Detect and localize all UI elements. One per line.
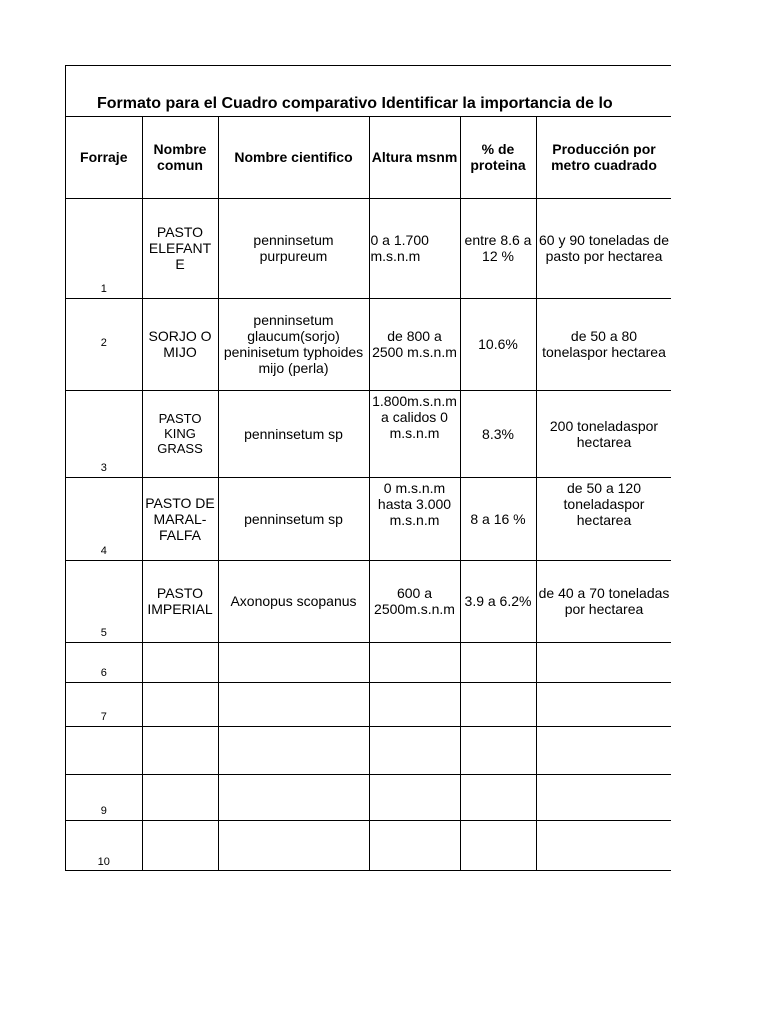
- altura-cell: 0 a 1.700 m.s.n.m: [369, 198, 460, 298]
- altura-cell: [369, 774, 460, 820]
- proteina-cell: [460, 774, 536, 820]
- row-number: 4: [66, 477, 142, 560]
- comparison-table: [66, 117, 671, 871]
- proteina-cell: entre 8.6 a 12 %: [460, 198, 536, 298]
- produccion-cell: [536, 726, 671, 774]
- nombre-comun-cell: [142, 642, 218, 682]
- row-number: 5: [66, 560, 142, 642]
- nombre-comun-cell: PASTO IMPERIAL: [142, 560, 218, 642]
- nombre-cientifico-cell: penninsetum sp: [218, 390, 369, 477]
- proteina-cell: 10.6%: [460, 298, 536, 390]
- row-number: 3: [66, 390, 142, 477]
- table-row: [66, 642, 671, 682]
- proteina-cell: [460, 820, 536, 871]
- produccion-cell: [536, 642, 671, 682]
- proteina-cell: [460, 726, 536, 774]
- header-forraje: Forraje: [66, 117, 142, 198]
- produccion-cell: 60 y 90 toneladas de pasto por hectarea: [536, 198, 671, 298]
- nombre-cientifico-cell: [218, 774, 369, 820]
- nombre-comun-cell: [142, 682, 218, 726]
- table-row: [66, 682, 671, 726]
- produccion-cell: de 40 a 70 toneladas por hectarea: [536, 560, 671, 642]
- produccion-cell: [536, 774, 671, 820]
- proteina-cell: 8.3%: [460, 390, 536, 477]
- nombre-comun-cell: [142, 726, 218, 774]
- produccion-cell: de 50 a 120 toneladaspor hectarea: [536, 477, 671, 560]
- header-row: [66, 117, 671, 198]
- nombre-comun-cell: SORJO O MIJO: [142, 298, 218, 390]
- nombre-cientifico-cell: [218, 642, 369, 682]
- header-nombre-cientifico: Nombre cientifico: [218, 117, 369, 198]
- altura-cell: de 800 a 2500 m.s.n.m: [369, 298, 460, 390]
- altura-cell: [369, 642, 460, 682]
- produccion-cell: [536, 682, 671, 726]
- spreadsheet-page: [65, 65, 671, 871]
- altura-cell: [369, 726, 460, 774]
- nombre-cientifico-cell: penninsetum glaucum(sorjo) peninisetum typhoides mijo (perla): [218, 298, 369, 390]
- altura-cell: 1.800m.s.n.m a calidos 0 m.s.n.m: [369, 390, 460, 477]
- nombre-cientifico-cell: [218, 682, 369, 726]
- row-number: [66, 726, 142, 774]
- nombre-cientifico-cell: penninsetum purpureum: [218, 198, 369, 298]
- table-row: [66, 774, 671, 820]
- nombre-cientifico-cell: [218, 820, 369, 871]
- nombre-cientifico-cell: [218, 726, 369, 774]
- proteina-cell: [460, 682, 536, 726]
- header-nombre-comun: Nombre comun: [142, 117, 218, 198]
- nombre-cientifico-cell: Axonopus scopanus: [218, 560, 369, 642]
- row-number: 2: [66, 298, 142, 390]
- altura-cell: [369, 682, 460, 726]
- row-number: 7: [66, 682, 142, 726]
- proteina-cell: 3.9 a 6.2%: [460, 560, 536, 642]
- proteina-cell: 8 a 16 %: [460, 477, 536, 560]
- nombre-comun-cell: PASTO KING GRASS: [142, 390, 218, 477]
- header-proteina: % de proteina: [460, 117, 536, 198]
- produccion-cell: de 50 a 80 tonelaspor hectarea: [536, 298, 671, 390]
- title-row: [66, 66, 671, 117]
- produccion-cell: 200 toneladaspor hectarea: [536, 390, 671, 477]
- table-row: [66, 298, 671, 390]
- row-number: 1: [66, 198, 142, 298]
- altura-cell: 0 m.s.n.m hasta 3.000 m.s.n.m: [369, 477, 460, 560]
- table-row: [66, 198, 671, 298]
- altura-cell: [369, 820, 460, 871]
- table-row: [66, 820, 671, 871]
- row-number: 6: [66, 642, 142, 682]
- table-row: [66, 726, 671, 774]
- produccion-cell: [536, 820, 671, 871]
- page-title: Formato para el Cuadro comparativo Identificar la importancia de lo: [97, 95, 613, 112]
- proteina-cell: [460, 642, 536, 682]
- altura-cell: 600 a 2500m.s.n.m: [369, 560, 460, 642]
- header-altura: Altura msnm: [369, 117, 460, 198]
- nombre-comun-cell: PASTO DE MARAL-FALFA: [142, 477, 218, 560]
- nombre-comun-cell: [142, 820, 218, 871]
- row-number: 10: [66, 820, 142, 871]
- nombre-cientifico-cell: penninsetum sp: [218, 477, 369, 560]
- header-produccion: Producción por metro cuadrado: [536, 117, 671, 198]
- table-row: [66, 560, 671, 642]
- nombre-comun-cell: PASTO ELEFANT E: [142, 198, 218, 298]
- row-number: 9: [66, 774, 142, 820]
- nombre-comun-cell: [142, 774, 218, 820]
- table-row: [66, 390, 671, 477]
- table-row: [66, 477, 671, 560]
